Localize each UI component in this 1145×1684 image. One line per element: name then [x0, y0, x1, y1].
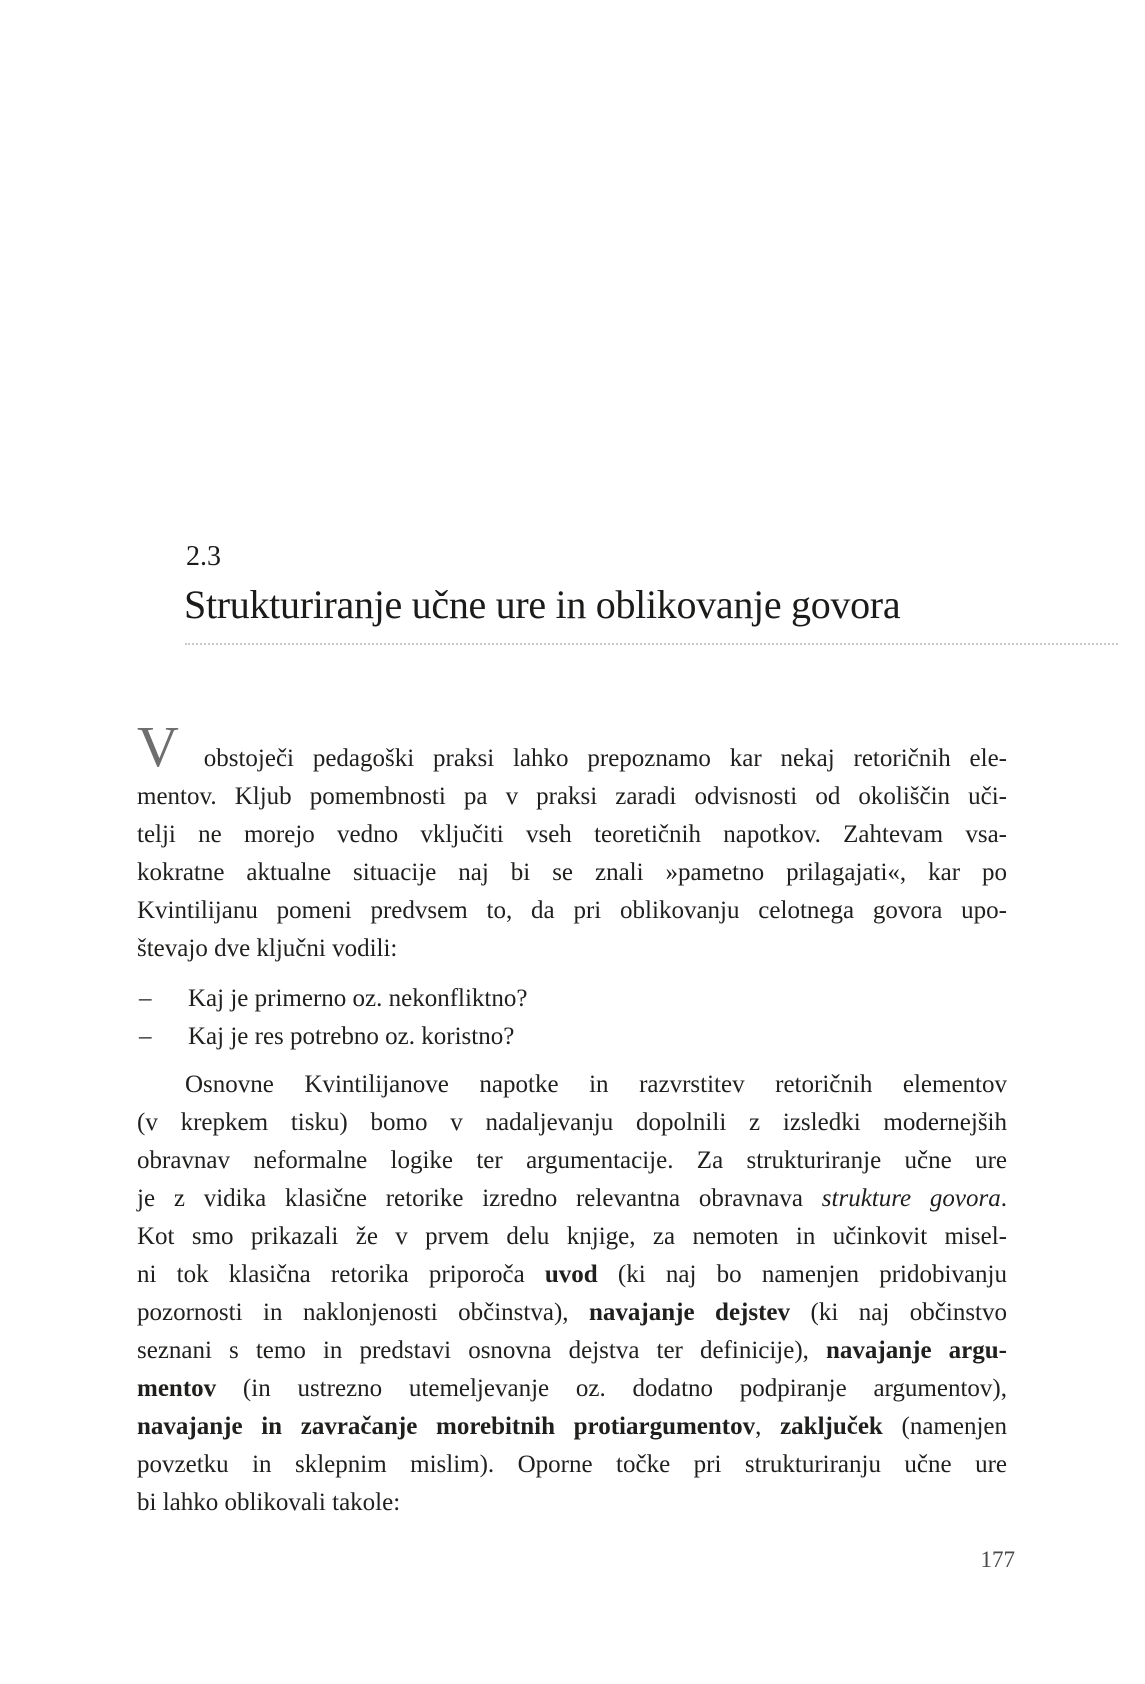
text-segment-bold: zaključek	[780, 1413, 883, 1440]
list-item-text: Kaj je res potrebno oz. koristno?	[188, 1023, 515, 1050]
paragraph-intro	[137, 714, 1007, 968]
text-segment: telji ne morejo vedno vključiti vseh teoretičnih napotkov. Zahtevam vsa-	[137, 821, 1007, 848]
text-segment: (v krepkem tisku) bomo v nadaljevanju dopolnili z izsledki modernejših	[137, 1109, 1007, 1136]
text-line	[137, 816, 1007, 854]
text-line	[137, 1446, 1007, 1484]
text-segment: povzetku in sklepnim mislim). Oporne točke pri strukturiranju učne ure	[137, 1451, 1007, 1478]
text-segment-bold: navajanje argu-	[826, 1337, 1007, 1364]
text-line	[137, 778, 1007, 816]
text-segment: kokratne aktualne situacije naj bi se znali »pametno prilagajati«, kar po	[137, 859, 1007, 886]
text-segment: števajo dve ključni vodili:	[137, 935, 398, 962]
text-segment: (in ustrezno utemeljevanje oz. dodatno podpiranje argumentov),	[216, 1375, 1007, 1402]
text-line	[137, 854, 1007, 892]
text-segment: Kot smo prikazali že v prvem delu knjige, za nemoten in učinkovit misel-	[137, 1223, 1007, 1250]
text-segment: pozornosti in naklonjenosti občinstva),	[137, 1299, 590, 1326]
text-segment: obravnav neformalne logike ter argumentacije. Za strukturiranje učne ure	[137, 1147, 1007, 1174]
list-item-text: Kaj je primerno oz. nekonfliktno?	[188, 985, 528, 1012]
text-segment: bi lahko oblikovali takole:	[137, 1489, 401, 1516]
text-line	[137, 1218, 1007, 1256]
text-line	[137, 1484, 1007, 1522]
text-line	[137, 1332, 1007, 1370]
list-item	[137, 1018, 1007, 1056]
text-segment: Kvintilijanu pomeni predvsem to, da pri oblikovanju celotnega govora upo-	[137, 897, 1007, 924]
text-segment: (namenjen	[882, 1413, 1008, 1440]
text-segment: mentov. Kljub pomembnosti pa v praksi zaradi odvisnosti od okoliščin uči-	[137, 783, 1007, 810]
text-line	[137, 1066, 1007, 1104]
text-segment-italic: strukture govora	[821, 1185, 1001, 1212]
text-line	[137, 1294, 1007, 1332]
list-dash-marker: –	[139, 985, 152, 1012]
text-segment: ni tok klasična retorika priporoča	[137, 1261, 545, 1288]
text-segment: je z vidika klasične retorike izredno relevantna obravnava	[137, 1185, 822, 1212]
chapter-title: Strukturiranje učne ure in oblikovanje govora	[184, 582, 901, 627]
text-line	[137, 930, 1007, 968]
text-segment: Osnovne Kvintilijanove napotke in razvrstitev retoričnih elementov	[185, 1071, 1007, 1098]
drop-cap-initial: V	[137, 714, 179, 779]
text-segment-bold: mentov	[137, 1375, 217, 1402]
list-dash-marker: –	[139, 1023, 152, 1050]
text-line	[137, 714, 1007, 779]
text-segment: (ki naj bo namenjen pridobivanju	[597, 1261, 1007, 1288]
paragraph-main	[137, 1066, 1007, 1522]
guideline-list	[137, 980, 1007, 1056]
section-number: 2.3	[186, 541, 221, 572]
dotted-rule	[185, 643, 1118, 645]
text-segment-bold: navajanje in zavračanje morebitnih protiargumentov	[137, 1413, 756, 1440]
text-line	[137, 1370, 1007, 1408]
text-line	[137, 1142, 1007, 1180]
text-segment: (ki naj občinstvo	[790, 1299, 1008, 1326]
list-item	[137, 980, 1007, 1018]
text-line	[137, 1256, 1007, 1294]
text-line	[137, 892, 1007, 930]
text-segment: .	[1000, 1185, 1008, 1212]
text-segment-bold: navajanje dejstev	[589, 1299, 791, 1326]
text-line	[137, 1408, 1007, 1446]
text-segment: ,	[755, 1413, 781, 1440]
page-number: 177	[980, 1547, 1015, 1572]
text-segment: obstoječi pedagoški praksi lahko prepoznamo kar nekaj retoričnih ele-	[184, 745, 1007, 772]
text-segment-bold: uvod	[544, 1261, 598, 1288]
text-line	[137, 1180, 1007, 1218]
text-line	[137, 1104, 1007, 1142]
text-segment: seznani s temo in predstavi osnovna dejstva ter definicije),	[137, 1337, 827, 1364]
